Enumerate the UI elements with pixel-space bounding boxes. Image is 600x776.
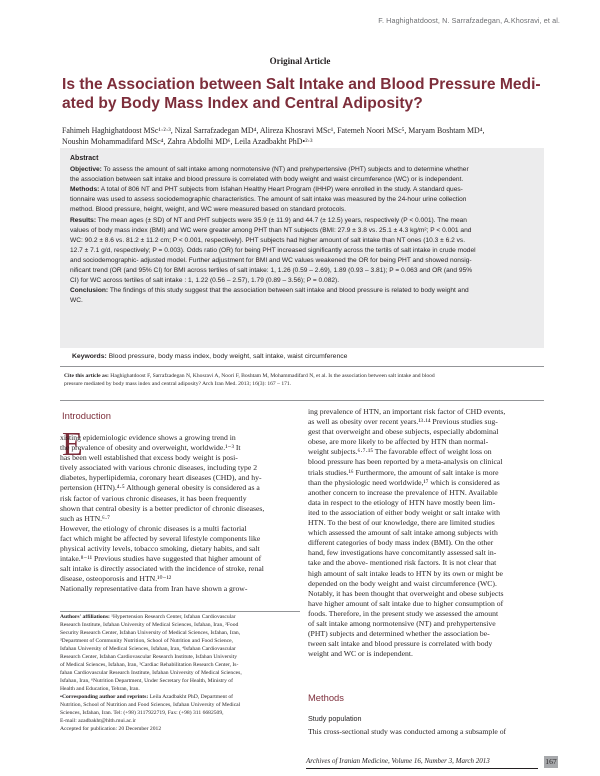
text-span: Accepted for publication: 20 December 2012	[60, 726, 162, 732]
divider	[60, 366, 544, 367]
citation-text: Haghighatdoost F, Sarrafzadegan N, Khosravi A, Noori F, Boshtam M, Mohammadifard N, et al. Is the association between salt intake and blood	[108, 373, 435, 379]
text-line	[70, 256, 536, 266]
introduction-heading: Introduction	[62, 410, 111, 421]
keywords-label: Keywords:	[72, 353, 107, 360]
text-span: and sociodemographic- adjusted model. Further adjustment for BMI and WC values weakened the OR for being PHT and showed nonsig-	[70, 256, 472, 264]
text-span: Sciences, Isfahan, Iran. Tel: (+98) 3117922719, Fax: (+98) 311 6682509,	[60, 710, 224, 716]
text-line	[70, 226, 536, 236]
text-span: Leila Azadbakht PhD, Department of	[148, 694, 234, 700]
abstract-heading: Abstract	[70, 155, 99, 162]
footer-rule	[306, 768, 538, 769]
text-line	[70, 175, 536, 185]
text-line	[70, 165, 536, 175]
text-line: blood pressure has been reported by a meta-analysis on clinical	[308, 457, 503, 467]
authors-line: Noushin Mohammadifard MSc⁴, Zahra Abdolhi MD⁶, Leila Azadbakht PhD•²·³	[62, 137, 313, 146]
keywords-text: Blood pressure, body mass index, body weight, salt intake, waist circumference	[106, 353, 348, 360]
keywords	[72, 353, 552, 360]
section-label: Methods:	[70, 186, 100, 194]
text-line: shown that central obesity is a better predictor of chronic diseases,	[60, 503, 265, 513]
text-span: Isfahan, Iran, ⁶Nutrition Department, Under Secretary for Health, Ministry of	[60, 678, 233, 684]
text-line: another concern to increase the prevalence of HTN. Available	[308, 487, 498, 497]
text-span: A total of 806 NT and PHT subjects from Isfahan Healthy Heart Program (IHHP) were enrolled in the study. A standard ques-	[99, 186, 463, 194]
text-line: trials studies.¹⁶ Furthermore, the amount of salt intake is more	[308, 467, 499, 477]
text-line: pertension (HTN).⁴·⁵ Although general obesity is considered as a	[60, 483, 260, 493]
text-line	[60, 613, 300, 621]
text-line: data in respect to the etiology of HTN have mostly been lim-	[308, 497, 496, 507]
citation-label: Cite this article as:	[64, 373, 109, 379]
text-line: than the physiologic need worldwide,¹⁷ which is considered as	[308, 477, 500, 487]
text-line: tween salt intake and blood pressure is correlated with body	[308, 639, 493, 649]
text-line: However, the etiology of chronic diseases is a multi factorial	[60, 523, 247, 533]
author-list	[62, 125, 562, 147]
text-span: Nutrition, School of Nutrition and Food Sciences, Isfahan University of Medical	[60, 702, 241, 708]
footnote-divider	[60, 611, 300, 612]
text-line: foods. Therefore, in the present study we assessed the amount	[308, 608, 499, 618]
text-line	[70, 246, 536, 256]
authors-line: Fahimeh Haghighatdoost MSc¹·²·³, Nizal Sarrafzadegan MD⁴, Alireza Khosravi MSc¹, Fatemeh Noori MSc⁵, Maryam Boshtam MD⁴,	[62, 126, 485, 135]
text-line: high amount of salt intake leads to HTN by its own or might be	[308, 568, 503, 578]
methods-heading: Methods	[308, 692, 344, 703]
text-span: To assess the amount of salt intake among normotensive (NT) and prehypertensive (PHT) subjects and to determine whether	[101, 166, 469, 174]
divider	[60, 400, 544, 401]
text-span: ³Department of Community Nutrition, School of Nutrition and Food Science,	[60, 638, 234, 644]
abstract-box	[60, 148, 544, 348]
text-line: Notably, it has been thought that overweight and obese subjects	[308, 588, 504, 598]
text-line: as well as obesity over recent years.¹³·¹⁴ Previous studies sug-	[308, 417, 498, 427]
text-span: nificant trend (OR (and 95% CI) for BMI across tertiles of salt intake: 1, 1.26 (0.59 – 2.69), 1.89 (0.93 – 3.81); P = 0.063 and OR (and 95%	[70, 267, 473, 275]
text-line	[60, 709, 300, 717]
introduction-text-continued	[308, 407, 548, 659]
text-span: 12.7 ± 7.1 g/d, respectively; P = 0.003). Odds ratio (OR) for being PHT increased significantly across the tertils of salt intake in crude model	[70, 246, 476, 254]
text-line: HTN. To the best of our knowledge, there are limited studies	[308, 518, 495, 528]
text-line	[60, 621, 300, 629]
text-line: This cross-sectional study was conducted among a subsample of	[308, 727, 507, 736]
text-line: weight subjects.⁶·⁷·¹⁵ The favorable effect of weight loss on	[308, 447, 492, 457]
section-label: Authors' affiliations:	[60, 614, 110, 620]
text-line: intake.⁸⁻¹¹ Previous studies have suggested that higher amount of	[60, 554, 262, 564]
study-population-heading: Study population	[308, 714, 362, 723]
text-line: ing prevalence of HTN, an important risk factor of CHD events,	[308, 407, 506, 416]
footer-journal: Archives of Iranian Medicine, Volume 16, Number 3, March 2013	[306, 757, 490, 765]
text-line	[70, 216, 536, 226]
text-line: obese, are more likely to be affected by HTN than normal-	[308, 437, 489, 447]
text-line: hand, few investigations have concomitantly assessed salt in-	[308, 548, 497, 558]
text-span: Health and Education, Tehran, Iran.	[60, 686, 140, 692]
text-line	[70, 286, 536, 296]
text-span: Research Institute, Isfahan University of Medical Sciences, Isfahan, Iran, ²Food	[60, 622, 239, 628]
text-span: method. Blood pressure, height, weight, and WC were measured based on standard protocols.	[70, 206, 346, 214]
text-line: tively associated with various chronic diseases, including type 2	[60, 463, 258, 473]
text-span: WC.	[70, 297, 83, 305]
text-line: fact which might be affected by several lifestyle components like	[60, 533, 261, 543]
text-line: have higher amount of salt intake due to higher consumption of	[308, 598, 504, 608]
author-affiliations	[60, 613, 300, 733]
text-line: such as HTN.⁶·⁷	[60, 513, 110, 523]
text-line: Nationally representative data from Iran have shown a grow-	[60, 584, 248, 594]
title-line: Is the Association between Salt Intake and Blood Pressure Medi-	[62, 76, 541, 93]
introduction-text	[60, 433, 300, 595]
section-label: •Corresponding author and reprints:	[60, 694, 149, 700]
section-label: Results:	[70, 216, 97, 224]
text-line	[60, 701, 300, 709]
text-line: different categories of body mass index (BMI). On the other	[308, 538, 494, 548]
methods-text	[308, 727, 548, 737]
text-line: diabetes, hyperlipidemia, coronary heart diseases (CHD), and hy-	[60, 473, 262, 483]
text-line	[70, 195, 536, 205]
text-span: Research Center, Isfahan Cardiovascular Research Institute, Isfahan University	[60, 654, 238, 660]
page-number: 167	[545, 757, 557, 766]
text-span: Security Research Center, Isfahan University of Medical Sciences, Isfahan, Iran,	[60, 630, 241, 636]
text-line: depended on the body weight and waist circumference (WC).	[308, 578, 497, 588]
text-line: (PHT) subjects and determined whether the association be-	[308, 629, 490, 639]
text-line	[60, 645, 300, 653]
text-line	[70, 205, 536, 215]
text-span: of Medical Sciences, Isfahan, Iran, ⁵Cardiac Rehabilitation Research Center, Is-	[60, 662, 239, 668]
text-line: weight and WC or is independent.	[308, 649, 413, 659]
text-span: Isfahan University of Medical Sciences, Isfahan, Iran, ⁴Isfahan Cardiovascular	[60, 646, 236, 652]
text-span: CI) for WC across tertiles of salt intake : 1, 1.22 (0.56 – 2.57), 1.79 (0.89 – 3.56); P = 0.082).	[70, 277, 340, 285]
text-line: disease, osteoporosis and HTN.¹⁰⁻¹²	[60, 574, 172, 584]
text-span: E-mail: azadbakht@hlth.mui.ac.ir	[60, 718, 136, 724]
text-line	[60, 693, 300, 701]
text-line: physical activity levels, tobacco smoking, dietary habits, and salt	[60, 544, 260, 554]
text-line: has been well established that excess body weight is posi-	[60, 453, 238, 463]
text-line	[70, 236, 536, 246]
section-label: Objective:	[70, 166, 102, 174]
text-line	[60, 629, 300, 637]
text-span: ¹Hypertension Research Center, Isfahan Cardiovascular	[109, 614, 236, 620]
text-line	[70, 266, 536, 276]
text-span: tionnaire was used to assess sociodemographic characteristics. The amount of salt intake was measured by the 24-hour urine collection	[70, 196, 467, 204]
text-line	[60, 717, 300, 725]
title-line: ated by Body Mass Index and Central Adiposity?	[62, 95, 423, 112]
text-line	[70, 185, 536, 195]
text-span: values of body mass index (BMI) and WC were greater among PHT than NT subjects (BMI: 27.9 ± 3.8 vs. 25.1 ± 4.3 kg/m²; P < 0.001 and	[70, 226, 472, 234]
text-line: xisting epidemiologic evidence shows a growing trend in	[60, 433, 236, 442]
text-line: which assessed the amount of salt intake among subjects with	[308, 528, 498, 538]
text-line	[60, 661, 300, 669]
text-line	[60, 637, 300, 645]
text-line	[60, 669, 300, 677]
drop-cap: E	[62, 426, 83, 463]
section-label: Conclusion:	[70, 287, 109, 295]
text-line	[70, 296, 536, 306]
text-span: fahan Cardiovascular Research Institute, Isfahan University of Medical Sciences,	[60, 670, 242, 676]
text-line	[60, 725, 300, 733]
article-type: Original Article	[269, 56, 331, 66]
text-line: risk factor of various chronic diseases, it has been frequently	[60, 493, 247, 503]
text-line: ited to the association of either body weight or salt intake with	[308, 507, 500, 517]
text-line	[60, 677, 300, 685]
text-span: The findings of this study suggest that the association between salt intake and blood pressure is related to body weight and	[108, 287, 469, 295]
text-line: take and the above- mentioned risk factors. It is not clear that	[308, 558, 497, 568]
text-span: WC: 90.2 ± 8.6 vs. 81.2 ± 11.2 cm; P < 0.001, respectively). PHT subjects had higher amount of salt intake than NT ones (10.3 ± 6.2 vs.	[70, 236, 466, 244]
text-line	[60, 685, 300, 693]
text-span: The mean ages (± SD) of NT and PHT subjects were 35.9 (± 11.9) and 44.7 (± 12.5) years, respectively (P < 0.001). The mean	[96, 216, 467, 224]
text-line: of salt intake among normotensive (NT) and prehypertensive	[308, 618, 496, 628]
text-line	[60, 653, 300, 661]
text-line: gest that overweight and obese subjects, especially abdominal	[308, 427, 499, 437]
text-line: the prevalence of obesity and overweight, worldwide.¹⁻³ It	[60, 443, 241, 453]
running-head: F. Haghighatdoost, N. Sarrafzadegan, A.Khosravi, et al.	[378, 16, 560, 25]
citation-line	[64, 372, 544, 380]
article-title	[62, 75, 552, 113]
text-span: the association between salt intake and blood pressure is correlated with body weight and waist circumference (WC) or is independent.	[70, 176, 464, 184]
abstract-body	[70, 165, 536, 306]
text-line: salt intake is directly associated with the incidence of stroke, renal	[60, 564, 264, 574]
citation-line: pressure mediated by body mass index and central adiposity? Arch Iran Med. 2013; 16(3): 167 – 171.	[64, 381, 292, 388]
text-line	[70, 276, 536, 286]
citation-box	[60, 370, 544, 402]
